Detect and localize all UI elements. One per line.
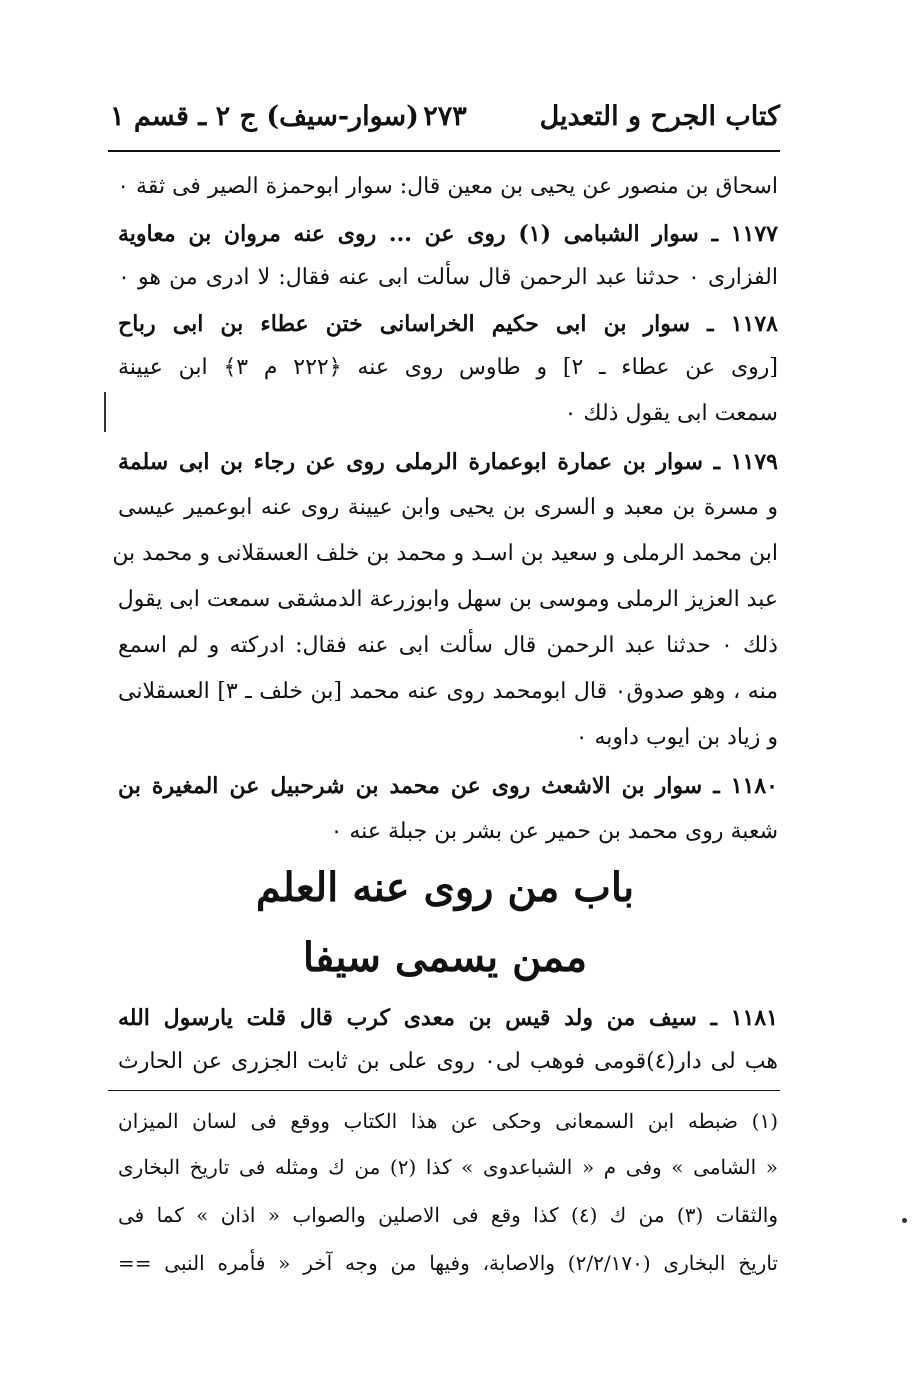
- section-label: (سوار-سيف) ج ٢ ـ قسم ١: [110, 100, 419, 132]
- chapter-heading-line-2: ممن يسمى سيفا: [302, 934, 588, 981]
- entry-1179-line: ١١٧٩ ـ سوار بن عمارة ابوعمارة الرملى روى عن رجاء بن ابى سلمة: [118, 449, 778, 475]
- margin-mark: [104, 392, 106, 432]
- body-line: اسحاق بن منصور عن يحيى بن معين قال: سوار ابوحمزة الصير فى ثقة ٠: [117, 174, 778, 199]
- body-line: و زياد بن ايوب داوبه ٠: [575, 725, 778, 750]
- page-number: ٢٧٣: [423, 100, 467, 132]
- body-line: منه ، وهو صدوق٠ قال ابومحمد روى عنه محمد [بن خلف ـ ٣] العسقلانى: [118, 679, 778, 704]
- footnote-rule: [108, 1090, 780, 1091]
- body-line: شعبة روى محمد بن حمير عن بشر بن جبلة عنه ٠: [330, 819, 778, 844]
- header-rule: [108, 150, 780, 152]
- body-line: و مسرة بن معبد و السرى بن يحيى وابن عيينة روى عنه ابوعمير عيسى: [118, 495, 778, 520]
- footnote-line: تاريخ البخارى (٢/٢/١٧٠) والاصابة، وفيها من وجه آخر « فأمره النبى ==: [118, 1251, 778, 1275]
- book-title: كتاب الجرح و التعديل: [539, 100, 780, 132]
- body-line: [روى عن عطاء ـ ٢] و طاوس روى عنه ﴿٢٢٢ م ٣﴾ ابن عيينة: [118, 355, 779, 380]
- footnote-line: (١) ضبطه ابن السمعانى وحكى عن هذا الكتاب ووقع فى لسان الميزان: [118, 1109, 779, 1133]
- body-line: ذلك ٠ حدثنا عبد الرحمن قال سألت ابى عنه فقال: ادركته و لم اسمع: [118, 633, 778, 658]
- body-line: هب لى دار(٤)قومى فوهب لى٠ روى على بن ثابت الجزرى عن الحارث: [118, 1049, 778, 1074]
- footnote-line: « الشامى » وفى م « الشباعدوى » كذا (٢) من ك ومثله فى تاريخ البخارى: [118, 1155, 778, 1179]
- entry-1180-line: ١١٨٠ ـ سوار بن الاشعث روى عن محمد بن شرحبيل عن المغيرة بن: [118, 773, 778, 799]
- body-line: الفزارى ٠ حدثنا عبد الرحمن قال سألت ابى عنه فقال: لا ادرى من هو ٠: [118, 265, 778, 290]
- footnote-line: والثقات (٣) من ك (٤) كذا وقع فى الاصلين والصواب « اذان » كما فى: [118, 1203, 778, 1227]
- running-header: [110, 92, 780, 140]
- body-line: سمعت ابى يقول ذلك ٠: [564, 401, 778, 426]
- chapter-heading-line-1: باب من روى عنه العلم: [255, 864, 635, 911]
- entry-1177-line: ١١٧٧ ـ سوار الشبامى (١) روى عن ... روى عنه مروان بن معاوية: [118, 221, 778, 247]
- scan-dot: [902, 1218, 907, 1223]
- body-line: عبد العزيز الرملى وموسى بن سهل وابوزرعة الدمشقى سمعت ابى يقول: [117, 587, 778, 612]
- entry-1178-line: ١١٧٨ ـ سوار بن ابى حكيم الخراسانى ختن عطاء بن ابى رباح: [118, 311, 778, 337]
- entry-1181-line: ١١٨١ ـ سيف من ولد قيس بن معدى كرب قال قلت يارسول الله: [118, 1005, 778, 1031]
- body-line: ابن محمد الرملى و سعيد بن اسـد و محمد بن خلف العسقلانى و محمد بن: [112, 541, 778, 566]
